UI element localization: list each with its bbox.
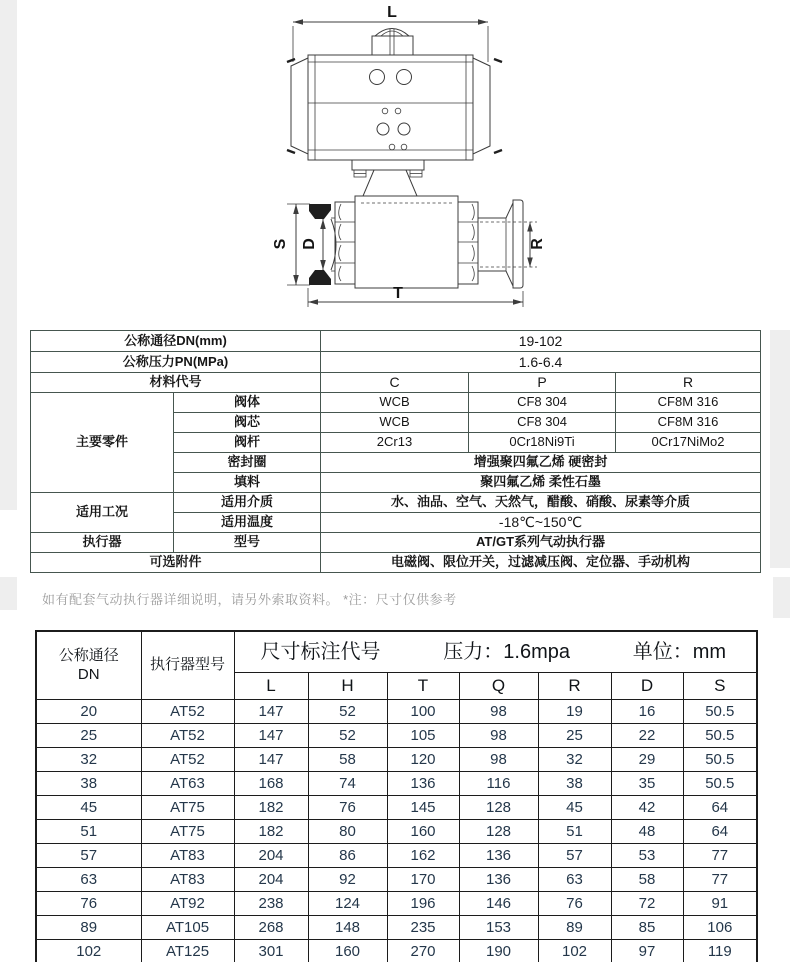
dim-table-cell: 76 [538,892,611,916]
spec-label: 材料代号 [31,373,321,393]
spec-value: CF8 304 [469,413,616,433]
dim-table-cell: 64 [683,820,757,844]
dim-table-cell: 25 [36,724,141,748]
dim-table-cell: 45 [538,796,611,820]
dim-table-cell: 301 [234,940,308,962]
dim-table-row [36,724,757,748]
dim-table-cell: 268 [234,916,308,940]
spec-group-label: 主要零件 [31,393,174,493]
dim-table-cell: 170 [387,868,459,892]
dim-table-cell: 86 [308,844,387,868]
spec-value: 水、油品、空气、天然气，醋酸、硝酸、尿素等介质 [321,493,761,513]
spec-label: 公称通径DN(mm) [31,331,321,352]
dim-table-cell: 98 [459,748,538,772]
dim-table-cell: 89 [538,916,611,940]
dim-table-row [36,940,757,962]
spec-value: 2Cr13 [321,433,469,453]
dim-table-row [36,796,757,820]
valve-technical-drawing [0,0,790,330]
spec-value: 0Cr17NiMo2 [616,433,761,453]
dim-table-cell: 50.5 [683,700,757,724]
dim-table-cell: 196 [387,892,459,916]
dim-header-title [234,631,757,673]
dim-table-cell: 147 [234,724,308,748]
dim-table-cell: 124 [308,892,387,916]
dim-table-cell: 182 [234,820,308,844]
dim-label-l: L [387,4,397,21]
dim-table-cell: 92 [308,868,387,892]
dim-table-cell: AT63 [141,772,234,796]
dim-table-cell: 145 [387,796,459,820]
dim-table-cell: 190 [459,940,538,962]
dim-table-cell: 204 [234,844,308,868]
spec-value: P [469,373,616,393]
dim-table-cell: 38 [36,772,141,796]
spec-label: 公称压力PN(MPa) [31,352,321,373]
dim-table-cell: 32 [538,748,611,772]
spec-value: C [321,373,469,393]
spec-row-actuator [31,533,761,553]
dim-col-S: S [683,673,757,700]
spec-value: AT/GT系列气动执行器 [321,533,761,553]
dim-table-cell: 22 [611,724,683,748]
dim-table-cell: 136 [387,772,459,796]
spec-label: 阀芯 [174,413,321,433]
dim-label-s: S [272,238,289,250]
dim-table-cell: 98 [459,700,538,724]
spec-label: 适用介质 [174,493,321,513]
dim-table-cell: 270 [387,940,459,962]
dim-table-cell: 76 [308,796,387,820]
dim-table-cell: 63 [36,868,141,892]
dim-table-cell: 147 [234,748,308,772]
dim-table-cell: 52 [308,724,387,748]
dim-title-left: 尺寸标注代号 [260,640,381,663]
dim-table-cell: 57 [36,844,141,868]
spec-group-label: 执行器 [31,533,174,553]
dim-table-cell: 25 [538,724,611,748]
dim-table-cell: 128 [459,796,538,820]
dim-table-cell: 48 [611,820,683,844]
dim-table-cell: 160 [308,940,387,962]
spec-value: 聚四氟乙烯 柔性石墨 [321,473,761,493]
dim-table-cell: 50.5 [683,724,757,748]
dim-table-cell: 53 [611,844,683,868]
dim-table-row [36,868,757,892]
dim-table-cell: 136 [459,868,538,892]
dim-table-cell: 100 [387,700,459,724]
dim-table-cell: 80 [308,820,387,844]
dim-table-row [36,772,757,796]
dim-table-row [36,844,757,868]
spec-label: 可选附件 [31,553,321,573]
dim-table-cell: 29 [611,748,683,772]
dim-table-cell: AT75 [141,796,234,820]
footnote-text: 如有配套气动执行器详细说明，请另外索取资料。 *注：尺寸仅供参考 [42,592,457,607]
dim-table-cell: 51 [36,820,141,844]
dim-table-cell: 19 [538,700,611,724]
dim-table-cell: 160 [387,820,459,844]
dim-header-model: 执行器型号 [141,631,234,700]
dim-col-H: H [308,673,387,700]
spec-label: 适用温度 [174,513,321,533]
dim-table-cell: 74 [308,772,387,796]
dim-table-row [36,820,757,844]
dim-table-cell: 52 [308,700,387,724]
dim-table-cell: 146 [459,892,538,916]
dim-table-cell: AT125 [141,940,234,962]
dim-label-d: D [301,238,318,250]
dim-title-pressure: 压力：1.6mpa [443,640,570,663]
dim-table-cell: 182 [234,796,308,820]
dim-table-cell: 106 [683,916,757,940]
dim-table-cell: 162 [387,844,459,868]
spec-value: R [616,373,761,393]
spec-value: 1.6-6.4 [321,352,761,373]
spec-label: 填料 [174,473,321,493]
dim-header-dn [36,631,141,700]
dim-table-cell: 42 [611,796,683,820]
dim-table-cell: 235 [387,916,459,940]
dim-table-header-row [36,631,757,673]
dim-col-Q: Q [459,673,538,700]
dim-table-cell: 153 [459,916,538,940]
spec-label: 阀体 [174,393,321,413]
dim-table-row [36,892,757,916]
dim-table-cell: 77 [683,844,757,868]
dim-col-L: L [234,673,308,700]
dim-table-cell: 128 [459,820,538,844]
dimension-table [35,630,758,962]
dim-label-r: R [529,238,546,250]
dim-table-cell: 204 [234,868,308,892]
spec-value: CF8M 316 [616,413,761,433]
dim-table-cell: AT83 [141,868,234,892]
dim-table-cell: 120 [387,748,459,772]
spec-value: -18℃~150℃ [321,513,761,533]
page-edge-strip [770,330,790,568]
dim-table-cell: 32 [36,748,141,772]
dim-table-cell: 102 [36,940,141,962]
dim-table-cell: 119 [683,940,757,962]
spec-label: 密封圈 [174,453,321,473]
dim-title-unit: 单位：mm [632,640,727,663]
dim-table-cell: 51 [538,820,611,844]
dim-table-cell: 238 [234,892,308,916]
dim-table-cell: 76 [36,892,141,916]
dim-table-cell: 50.5 [683,748,757,772]
spec-value: 电磁阀、限位开关，过滤减压阀、定位器、手动机构 [321,553,761,573]
dim-table-cell: 168 [234,772,308,796]
dim-table-cell: AT52 [141,748,234,772]
dim-table-cell: 136 [459,844,538,868]
page-edge-strip [773,577,790,618]
spec-label: 型号 [174,533,321,553]
dim-table-cell: 45 [36,796,141,820]
spec-value: WCB [321,413,469,433]
dim-table-cell: 89 [36,916,141,940]
dim-table-cell: 105 [387,724,459,748]
dim-table-cell: 58 [308,748,387,772]
dim-table-row [36,916,757,940]
dim-table-row [36,748,757,772]
spec-value: WCB [321,393,469,413]
dim-table-cell: AT92 [141,892,234,916]
spec-group-label: 适用工况 [31,493,174,533]
spec-row-pn [31,352,761,373]
dim-table-cell: 98 [459,724,538,748]
dim-table-cell: AT75 [141,820,234,844]
dim-table-cell: 72 [611,892,683,916]
dim-table-cell: 50.5 [683,772,757,796]
dim-table-cell: 116 [459,772,538,796]
dim-table-cell: 38 [538,772,611,796]
dim-table-cell: 16 [611,700,683,724]
dim-table-cell: 147 [234,700,308,724]
dim-table-cell: 58 [611,868,683,892]
spec-row-dn [31,331,761,352]
dim-col-R: R [538,673,611,700]
page-edge-strip [0,577,17,610]
dim-table-cell: 35 [611,772,683,796]
spec-table [30,330,761,573]
dim-table-cell: 148 [308,916,387,940]
dim-col-T: T [387,673,459,700]
dim-label-t: T [393,285,403,302]
spec-row-medium [31,493,761,513]
dim-table-cell: 20 [36,700,141,724]
dim-table-cell: 57 [538,844,611,868]
spec-row-material-code [31,373,761,393]
dim-table-cell: 77 [683,868,757,892]
spec-value: 增强聚四氟乙烯 硬密封 [321,453,761,473]
dim-header-dn-line2: DN [77,665,100,683]
dim-col-D: D [611,673,683,700]
spec-value: CF8 304 [469,393,616,413]
dim-table-cell: 63 [538,868,611,892]
dim-table-cell: 85 [611,916,683,940]
spec-row-accessories [31,553,761,573]
dim-table-cell: 102 [538,940,611,962]
dim-table-cell: AT83 [141,844,234,868]
spec-value: 19-102 [321,331,761,352]
dim-table-row [36,700,757,724]
dim-table-cell: AT105 [141,916,234,940]
spec-value: CF8M 316 [616,393,761,413]
spec-row-valve-body [31,393,761,413]
dim-table-cell: AT52 [141,700,234,724]
dim-table-cell: 64 [683,796,757,820]
dim-table-cell: 97 [611,940,683,962]
spec-value: 0Cr18Ni9Ti [469,433,616,453]
dim-header-dn-line1: 公称通径 [58,646,119,664]
dim-table-cell: AT52 [141,724,234,748]
dim-table-cell: 91 [683,892,757,916]
dim-table-body [36,700,757,962]
spec-label: 阀杆 [174,433,321,453]
